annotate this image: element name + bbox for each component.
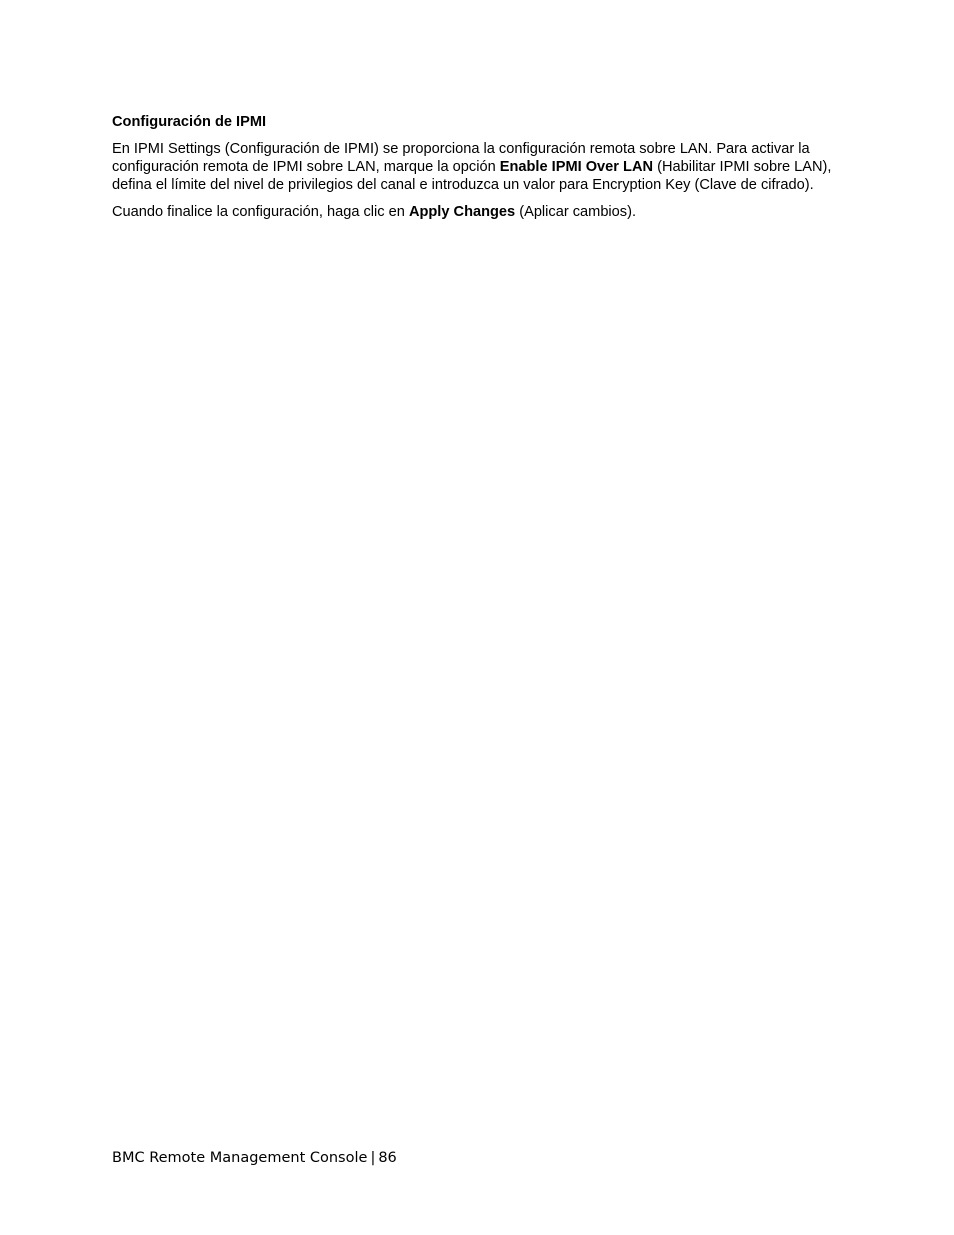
paragraph2-text-a: Cuando finalice la configuración, haga clic en [112, 204, 409, 220]
paragraph-ipmi-settings [112, 140, 847, 194]
page-footer [112, 1148, 397, 1168]
section-heading: Configuración de IPMI [112, 114, 267, 130]
paragraph2-text-b: (Aplicar cambios). [515, 204, 637, 220]
footer-separator: | [370, 1150, 376, 1166]
apply-changes-term: Apply Changes [408, 204, 516, 220]
page-content [112, 113, 847, 230]
paragraph-apply-changes [112, 203, 847, 221]
footer-title: BMC Remote Management Console [112, 1150, 368, 1166]
enable-ipmi-over-lan-term: Enable IPMI Over LAN [499, 159, 654, 175]
paragraph1-text-a: En IPMI Settings (Configuración de IPMI) se proporciona la configuración remota sobre LAN. Para activar la configuración remota de IPMI sobre LAN, marque la opción [112, 141, 810, 175]
page-number: 86 [378, 1150, 397, 1166]
paragraph1-text-b: (Habilitar IPMI sobre LAN), defina el límite del nivel de privilegios del canal e introduzca un valor para Encryption Key (Clave de cifrado). [112, 159, 832, 193]
